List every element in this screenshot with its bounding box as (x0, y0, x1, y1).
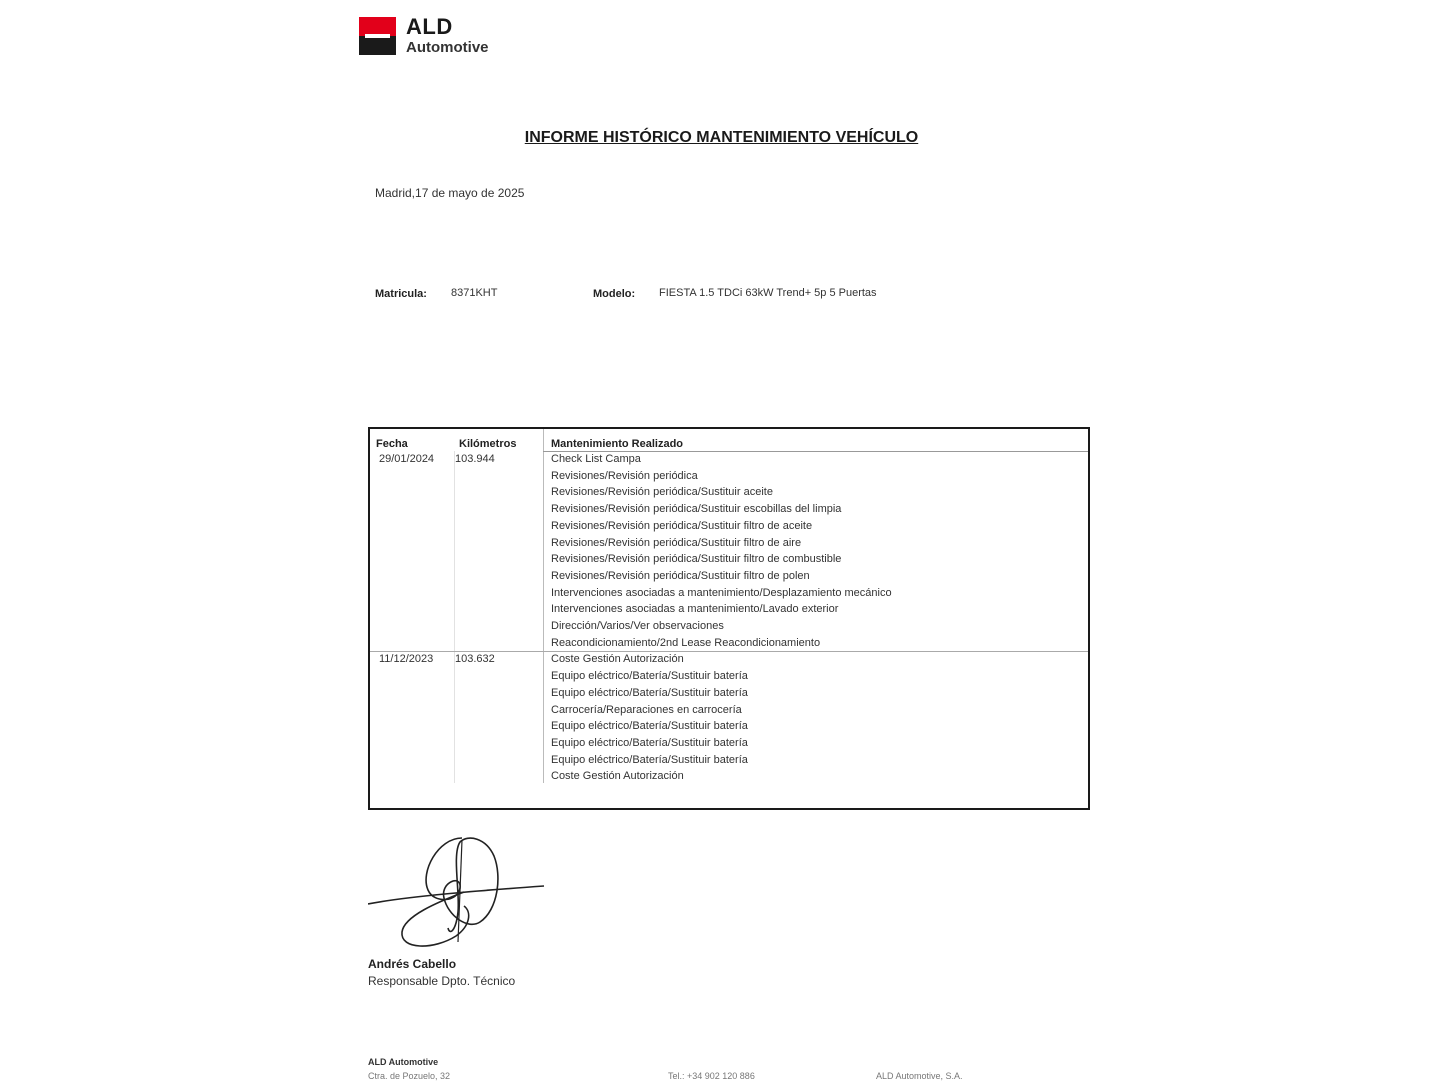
maintenance-item: Equipo eléctrico/Batería/Sustituir batería (551, 753, 748, 766)
maintenance-item: Revisiones/Revisión periódica/Sustituir filtro de combustible (551, 553, 842, 566)
record-date: 11/12/2023 (379, 653, 434, 666)
maintenance-item: Dirección/Varios/Ver observaciones (551, 620, 724, 632)
header-date: Fecha (376, 438, 408, 450)
maintenance-item: Coste Gestión Autorización (551, 770, 684, 783)
maintenance-item: Reacondicionamiento/2nd Lease Reacondicionamiento (551, 636, 821, 649)
signer-name: Andrés Cabello (368, 957, 457, 971)
maintenance-item: Revisiones/Revisión periódica/Sustituir filtro de polen (551, 569, 810, 582)
footer-phone: Tel.: +34 902 120 886 (668, 1071, 755, 1081)
record-km: 103.632 (455, 653, 495, 666)
footer-legal: ALD Automotive, S.A. (876, 1071, 963, 1081)
model-value: FIESTA 1.5 TDCi 63kW Trend+ 5p 5 Puertas (659, 287, 877, 299)
maintenance-item: Equipo eléctrico/Batería/Sustituir batería (551, 670, 748, 683)
maintenance-item: Revisiones/Revisión periódica/Sustituir aceite (551, 486, 773, 499)
maintenance-item: Carrocería/Reparaciones en carrocería (551, 703, 742, 716)
record-date: 29/01/2024 (379, 453, 435, 465)
logo-black-block (359, 36, 396, 55)
maintenance-item: Revisiones/Revisión periódica/Sustituir filtro de aire (551, 536, 802, 549)
signature-image (368, 832, 546, 954)
maintenance-item: Equipo eléctrico/Batería/Sustituir batería (551, 736, 748, 749)
maintenance-item: Coste Gestión Autorización (551, 653, 684, 666)
column-divider-light (454, 451, 455, 783)
document-date: Madrid,17 de mayo de 2025 (375, 186, 525, 200)
maintenance-item: Intervenciones asociadas a mantenimiento/Lavado exterior (551, 603, 839, 616)
column-divider (543, 429, 544, 783)
plate-label: Matricula: (375, 288, 427, 300)
footer-address: Ctra. de Pozuelo, 32 (368, 1071, 451, 1081)
maintenance-item: Intervenciones asociadas a mantenimiento/Desplazamiento mecánico (551, 586, 892, 599)
plate-value: 8371KHT (451, 287, 498, 299)
maintenance-item: Check List Campa (551, 453, 641, 465)
model-label: Modelo: (593, 288, 636, 300)
maintenance-item: Revisiones/Revisión periódica/Sustituir filtro de aceite (551, 519, 813, 532)
logo-white-bar (365, 34, 390, 38)
logo-mark (359, 17, 396, 55)
signer-role: Responsable Dpto. Técnico (368, 974, 516, 988)
logo-brand: ALD (406, 14, 453, 39)
footer-company: ALD Automotive (368, 1057, 439, 1067)
header-km: Kilómetros (459, 438, 517, 450)
maintenance-item: Equipo eléctrico/Batería/Sustituir batería (551, 686, 748, 699)
logo-subtitle: Automotive (406, 39, 489, 56)
maintenance-item: Revisiones/Revisión periódica/Sustituir escobillas del limpia (551, 503, 842, 516)
header-work: Mantenimiento Realizado (551, 438, 684, 450)
maintenance-item: Revisiones/Revisión periódica (551, 469, 698, 482)
record-km: 103.944 (455, 453, 495, 465)
maintenance-item: Equipo eléctrico/Batería/Sustituir batería (551, 720, 748, 733)
maintenance-table (368, 427, 1090, 810)
document-title: INFORME HISTÓRICO MANTENIMIENTO VEHÍCULO (524, 129, 919, 146)
